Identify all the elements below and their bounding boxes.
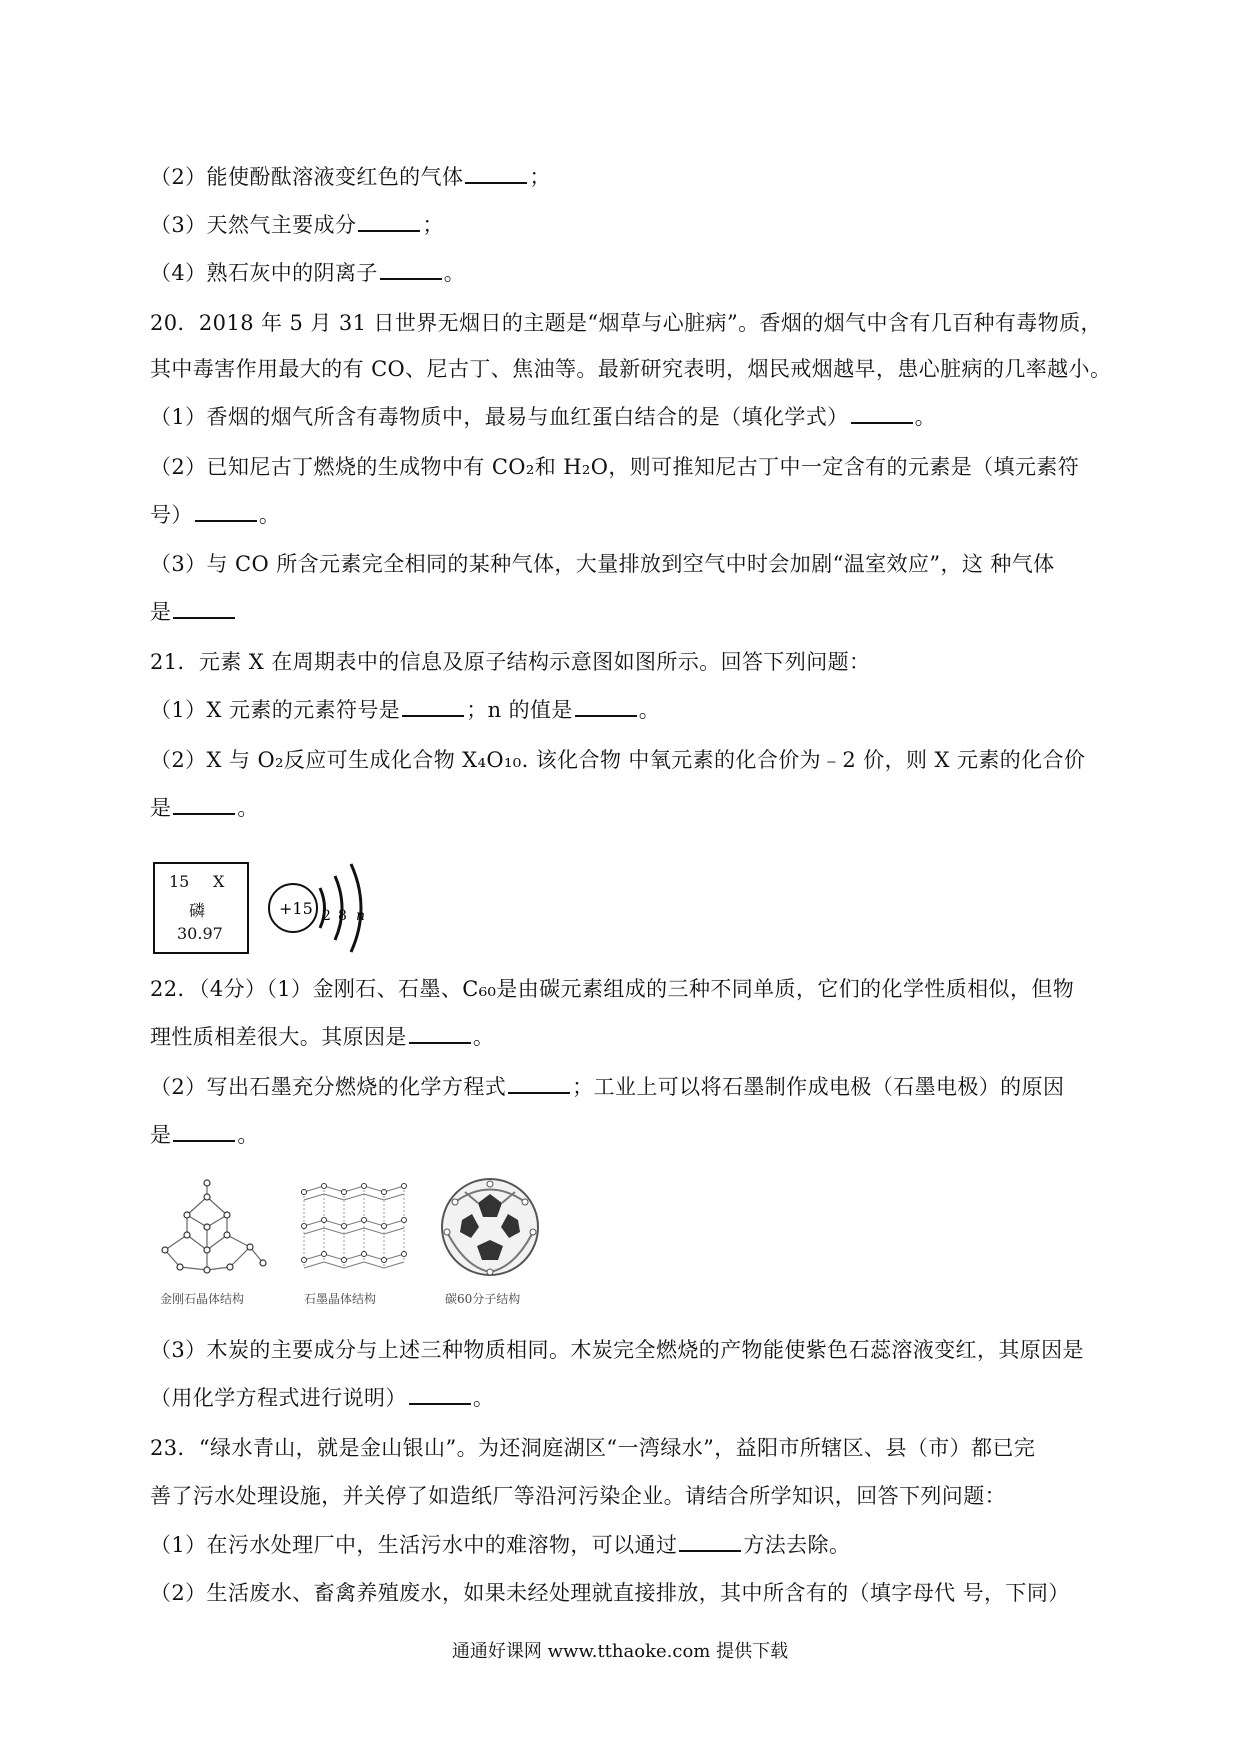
shell-2-count: 8 [338,908,347,924]
q22-3-line1: （3）木炭的主要成分与上述三种物质相同。木炭完全燃烧的产物能使紫色石蕊溶液变红，其原因是 [150,1338,1084,1362]
answer-blank[interactable] [173,599,235,619]
q20-stem-line2: 其中毒害作用最大的有 CO、尼古丁、焦油等。最新研究表明，烟民戒烟越早，患心脏病的几率越小。 [150,357,1112,381]
q20-stem-line1: 20．2018 年 5 月 31 日世界无烟日的主题是“烟草与心脏病”。香烟的烟气中含有几百种有毒物质， [150,311,1102,335]
q23-stem-line1: 23．“绿水青山，就是金山银山”。为还洞庭湖区“一湾绿水”，益阳市所辖区、县（市）都已完 [150,1436,1036,1460]
answer-blank[interactable] [465,164,527,184]
element-mass: 30.97 [177,924,223,943]
diamond-structure-figure [155,1175,275,1285]
q22-1-line2: 理性质相差很大。其原因是 。 [150,1025,495,1049]
q19-4: （4）熟石灰中的阴离子 。 [150,261,466,285]
nucleus-charge: +15 [279,899,313,918]
q20-1: （1）香烟的烟气所含有毒物质中，最易与血红蛋白结合的是（填化学式） 。 [150,405,936,429]
page-footer: 通通好课网 www.tthaoke.com 提供下载 [451,1641,789,1662]
answer-blank[interactable] [575,697,637,717]
c60-structure-figure [435,1172,545,1282]
q23-stem-line2: 善了污水处理设施，并关停了如造纸厂等沿河污染企业。请结合所学知识，回答下列问题： [150,1484,1006,1508]
q21-2-line2: 是 。 [150,796,259,820]
answer-blank[interactable] [173,795,235,815]
answer-blank[interactable] [195,502,257,522]
element-card [153,862,249,954]
q20-3-line2: 是 [150,597,237,627]
q22-2-line1: （2）写出石墨充分燃烧的化学方程式 ；工业上可以将石墨制作成电极（石墨电极）的原因 [150,1075,1065,1099]
q21-1: （1）X 元素的元素符号是 ；n 的值是 。 [150,698,661,722]
element-number: 15 [169,872,190,891]
q22-3-line2: （用化学方程式进行说明） 。 [150,1386,495,1410]
q23-2: （2）生活废水、畜禽养殖废水，如果未经处理就直接排放，其中所含有的（填字母代 号，下同） [150,1581,1070,1605]
element-name: 磷 [189,901,206,920]
q19-3: （3）天然气主要成分 ； [150,213,444,237]
shell-1-count: 2 [322,908,331,924]
atom-structure-diagram [265,858,395,958]
q19-2: （2）能使酚酞溶液变红色的气体 ； [150,165,551,189]
answer-blank[interactable] [409,1385,471,1405]
answer-blank[interactable] [380,260,442,280]
q20-2-line2: 号） 。 [150,503,281,527]
graphite-caption: 石墨晶体结构 [304,1292,377,1306]
q22-1-line1: 22．（4分）（1）金刚石、石墨、C₆₀是由碳元素组成的三种不同单质，它们的化学性质相似，但物 [150,977,1075,1001]
answer-blank[interactable] [851,404,913,424]
answer-blank[interactable] [508,1074,570,1094]
q20-3-line1: （3）与 CO 所含元素完全相同的某种气体，大量排放到空气中时会加剧“温室效应”，这 种气体 [150,552,1055,576]
answer-blank[interactable] [402,697,464,717]
q23-1: （1）在污水处理厂中，生活污水中的难溶物，可以通过 方法去除。 [150,1533,851,1557]
q20-2-line1: （2）已知尼古丁燃烧的生成物中有 CO₂和 H₂O，则可推知尼古丁中一定含有的元素是（填元素符 [150,455,1080,479]
q21-stem: 21．元素 X 在周期表中的信息及原子结构示意图如图所示。回答下列问题： [150,650,871,674]
diamond-caption: 金刚石晶体结构 [160,1292,245,1306]
answer-blank[interactable] [679,1532,741,1552]
answer-blank[interactable] [173,1122,235,1142]
q22-2-line2: 是 。 [150,1123,259,1147]
graphite-structure-figure [296,1180,414,1280]
element-symbol: X [213,872,225,891]
q21-2-line1: （2）X 与 O₂反应可生成化合物 X₄O₁₀. 该化合物 中氧元素的化合价为﹣2 价，则 X 元素的化合价 [150,748,1086,772]
answer-blank[interactable] [358,212,420,232]
shell-3-count: n [356,908,366,924]
answer-blank[interactable] [409,1024,471,1044]
c60-caption: 碳60分子结构 [445,1292,521,1306]
